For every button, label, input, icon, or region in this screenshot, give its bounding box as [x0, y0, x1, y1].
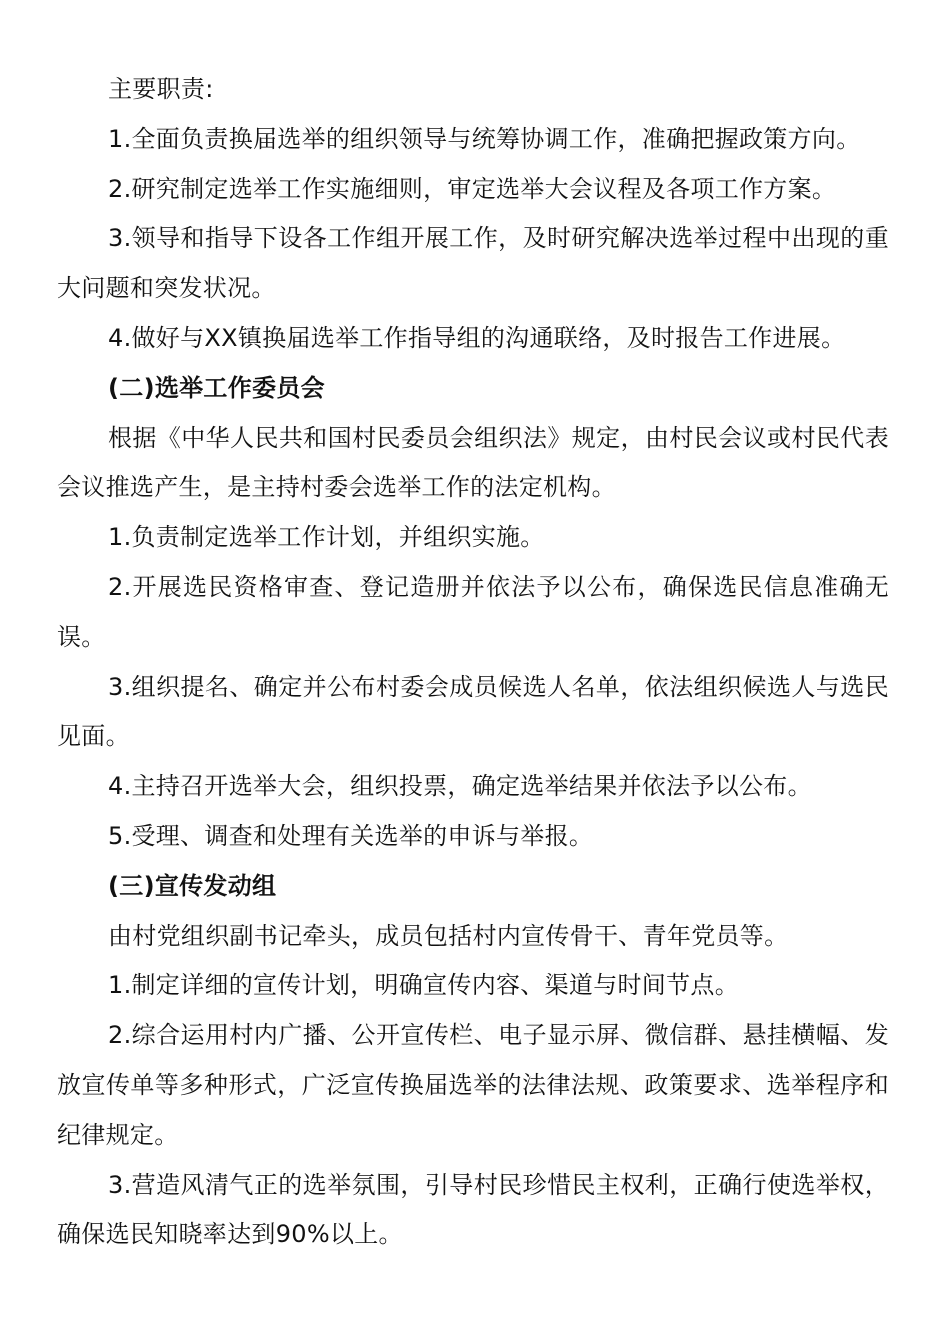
paragraph-committee-item-1: 1.负责制定选举工作计划，并组织实施。	[108, 523, 545, 552]
section-heading-election-committee: (二)选举工作委员会	[108, 373, 325, 402]
paragraph-duty-2: 2.研究制定选举工作实施细则，审定选举大会议程及各项工作方案。	[108, 174, 837, 203]
paragraph-duty-3: 3.领导和指导下设各工作组开展工作，及时研究解决选举过程中出现的重大问题和突发状况。	[57, 224, 889, 303]
paragraph-committee-item-2: 2.开展选民资格审查、登记造册并依法予以公布，确保选民信息准确无误。	[57, 572, 889, 651]
document-page	[57, 65, 889, 1260]
paragraph-duty-1: 1.全面负责换届选举的组织领导与统筹协调工作，准确把握政策方向。	[108, 124, 861, 153]
section-heading-publicity-group: (三)宣传发动组	[108, 871, 277, 900]
paragraph-publicity-item-3: 3.营造风清气正的选举氛围，引导村民珍惜民主权利，正确行使选举权，确保选民知晓率达到90%以上。	[57, 1170, 889, 1249]
paragraph-main-duties: 主要职责:	[108, 75, 214, 103]
paragraph-publicity-item-1: 1.制定详细的宣传计划，明确宣传内容、渠道与时间节点。	[108, 971, 739, 1000]
paragraph-publicity-item-2: 2.综合运用村内广播、公开宣传栏、电子显示屏、微信群、悬挂横幅、发放宣传单等多种形式，广泛宣传换届选举的法律法规、政策要求、选举程序和纪律规定。	[57, 1021, 889, 1149]
paragraph-duty-4: 4.做好与XX镇换届选举工作指导组的沟通联络，及时报告工作进展。	[108, 323, 846, 352]
paragraph-committee-intro: 根据《中华人民共和国村民委员会组织法》规定，由村民会议或村民代表会议推选产生，是主持村委会选举工作的法定机构。	[57, 423, 889, 502]
paragraph-committee-item-5: 5.受理、调查和处理有关选举的申诉与举报。	[108, 821, 594, 850]
paragraph-committee-item-4: 4.主持召开选举大会，组织投票，确定选举结果并依法予以公布。	[108, 772, 812, 801]
paragraph-publicity-intro: 由村党组织副书记牵头，成员包括村内宣传骨干、青年党员等。	[108, 921, 789, 950]
paragraph-committee-item-3: 3.组织提名、确定并公布村委会成员候选人名单，依法组织候选人与选民见面。	[57, 672, 889, 751]
